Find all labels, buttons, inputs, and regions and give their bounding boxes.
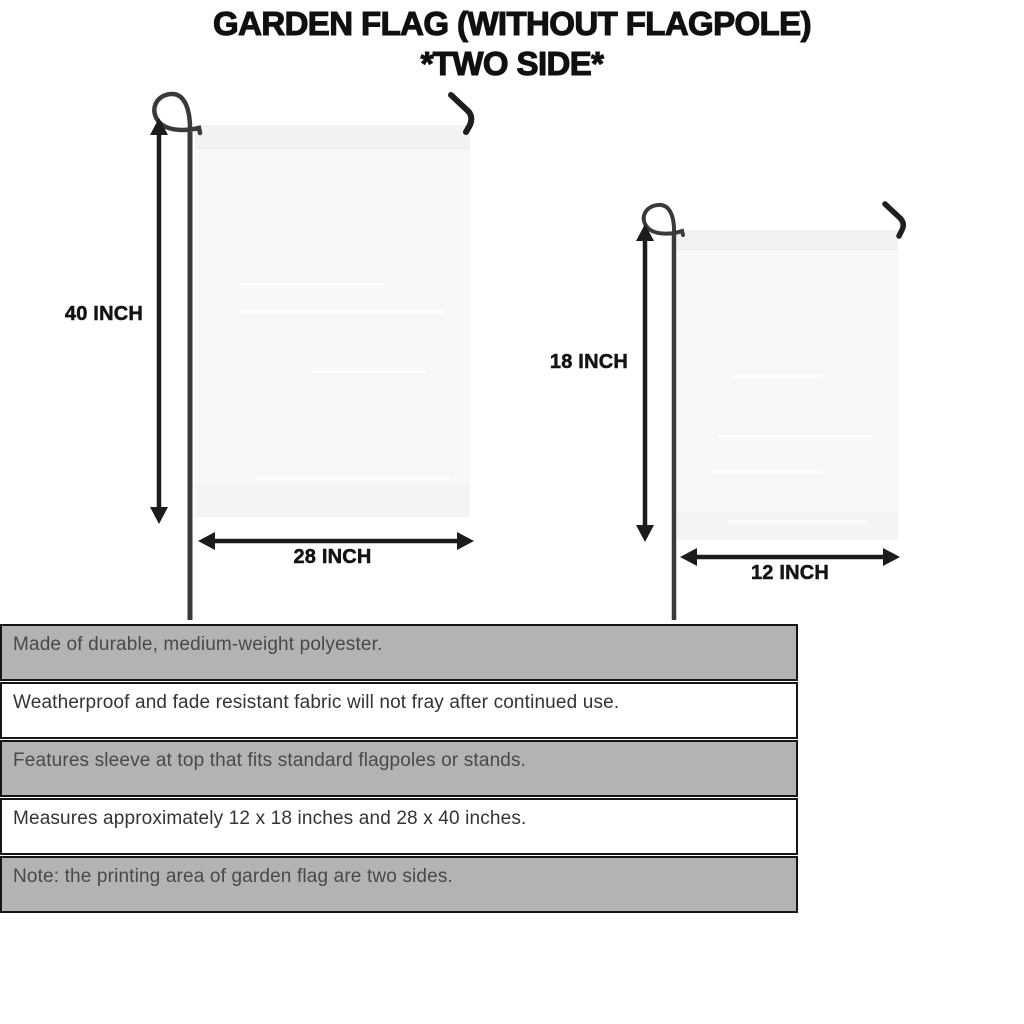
small-flag-sleeve [677,230,898,250]
fabric-highlight [235,283,385,286]
large-flag-sleeve [195,125,470,149]
page-title [0,4,1024,84]
fabric-highlight [727,520,867,523]
fabric-highlight [712,470,822,473]
feature-row-sleeve: Features sleeve at top that fits standard flagpoles or stands. [0,740,798,797]
fabric-highlight [240,310,445,313]
feature-row-weatherproof: Weatherproof and fade resistant fabric will not fray after continued use. [0,682,798,739]
fabric-highlight [732,375,822,378]
large-height-arrow-icon [147,117,171,525]
large-flag-height-label: 40 INCH [64,303,143,325]
small-flag-width-label: 12 INCH [750,562,830,584]
feature-row-measurements: Measures approximately 12 x 18 inches and 28 x 40 inches. [0,798,798,855]
small-flag-hem [677,512,898,540]
small-flag [677,230,898,540]
large-flag-width-label: 28 INCH [293,546,372,568]
title-line-1: GARDEN FLAG (WITHOUT FLAGPOLE) [213,5,811,42]
fabric-highlight [717,435,877,438]
large-flag [195,125,470,517]
fabric-highlight [255,477,450,480]
small-flag-hook-icon [878,200,912,240]
small-flag-height-label: 18 INCH [549,351,628,373]
feature-row-material: Made of durable, medium-weight polyester. [0,624,798,681]
large-flag-hem [195,483,470,517]
large-flag-hook-icon [442,90,482,138]
fabric-highlight [307,370,427,373]
title-line-2: *TWO SIDE* [420,45,604,82]
feature-row-note: Note: the printing area of garden flag are two sides. [0,856,798,913]
small-height-arrow-icon [633,223,657,543]
features-panel [0,624,798,914]
